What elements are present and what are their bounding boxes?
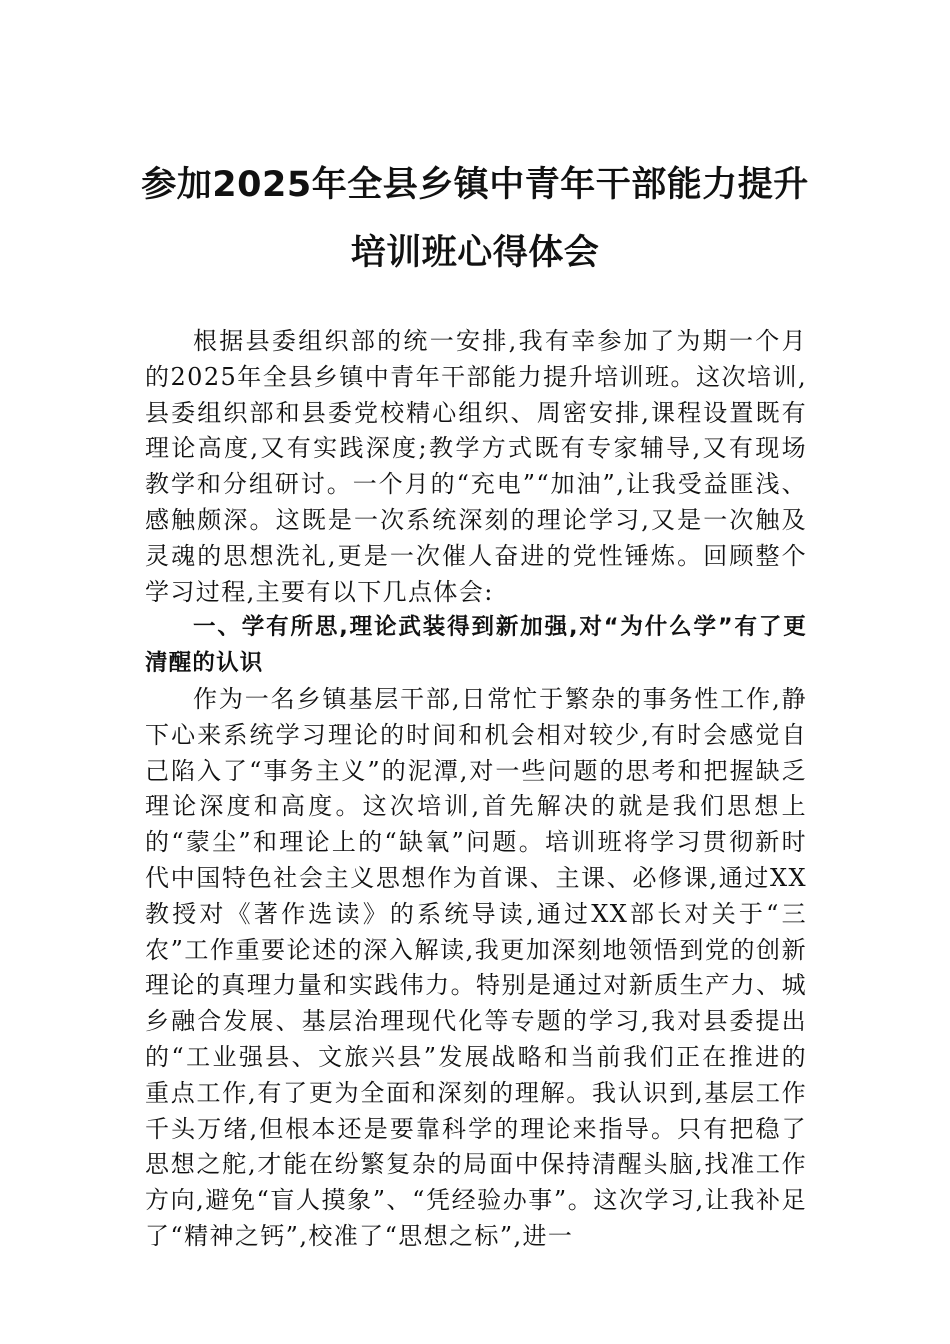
document-body: [145, 324, 807, 1255]
document-title-line-2: 培训班心得体会: [350, 233, 600, 273]
section-1-heading: 一、学有所思,理论武装得到新加强,对“为什么学”有了更清醒的认识: [145, 614, 807, 677]
section-1-paragraph: 作为一名乡镇基层干部,日常忙于繁杂的事务性工作,静下心来系统学习理论的时间和机会相对较少,有时会感觉自己陷入了“事务主义”的泥潭,对一些问题的思考和把握缺乏理论深度和高度。这次培训,首先解决的就是我们思想上的“蒙尘”和理论上的“缺氧”问题。培训班将学习贯彻新时代中国特色社会主义思想作为首课、主课、必修课,通过XX教授对《著作选读》的系统导读,通过XX部长对关于“三农”工作重要论述的深入解读,我更加深刻地领悟到党的创新理论的真理力量和实践伟力。特别是通过对新质生产力、城乡融合发展、基层治理现代化等专题的学习,我对县委提出的“工业强县、文旅兴县”发展战略和当前我们正在推进的重点工作,有了更为全面和深刻的理解。我认识到,基层工作千头万绪,但根本还是要靠科学的理论来指导。只有把稳了思想之舵,才能在纷繁复杂的局面中保持清醒头脑,找准工作方向,避免“盲人摸象”、“凭经验办事”。这次学习,让我补足了“精神之钙”,校准了“思想之标”,进一: [145, 684, 807, 1250]
document-title-line-1: 参加2025年全县乡镇中青年干部能力提升: [141, 165, 809, 205]
intro-paragraph: 根据县委组织部的统一安排,我有幸参加了为期一个月的2025年全县乡镇中青年干部能力提升培训班。这次培训,县委组织部和县委党校精心组织、周密安排,课程设置既有理论高度,又有实践深度;教学方式既有专家辅导,又有现场教学和分组研讨。一个月的“充电”“加油”,让我受益匪浅、感触颇深。这既是一次系统深刻的理论学习,又是一次触及灵魂的思想洗礼,更是一次催人奋进的党性锤炼。回顾整个学习过程,主要有以下几点体会:: [145, 327, 807, 606]
